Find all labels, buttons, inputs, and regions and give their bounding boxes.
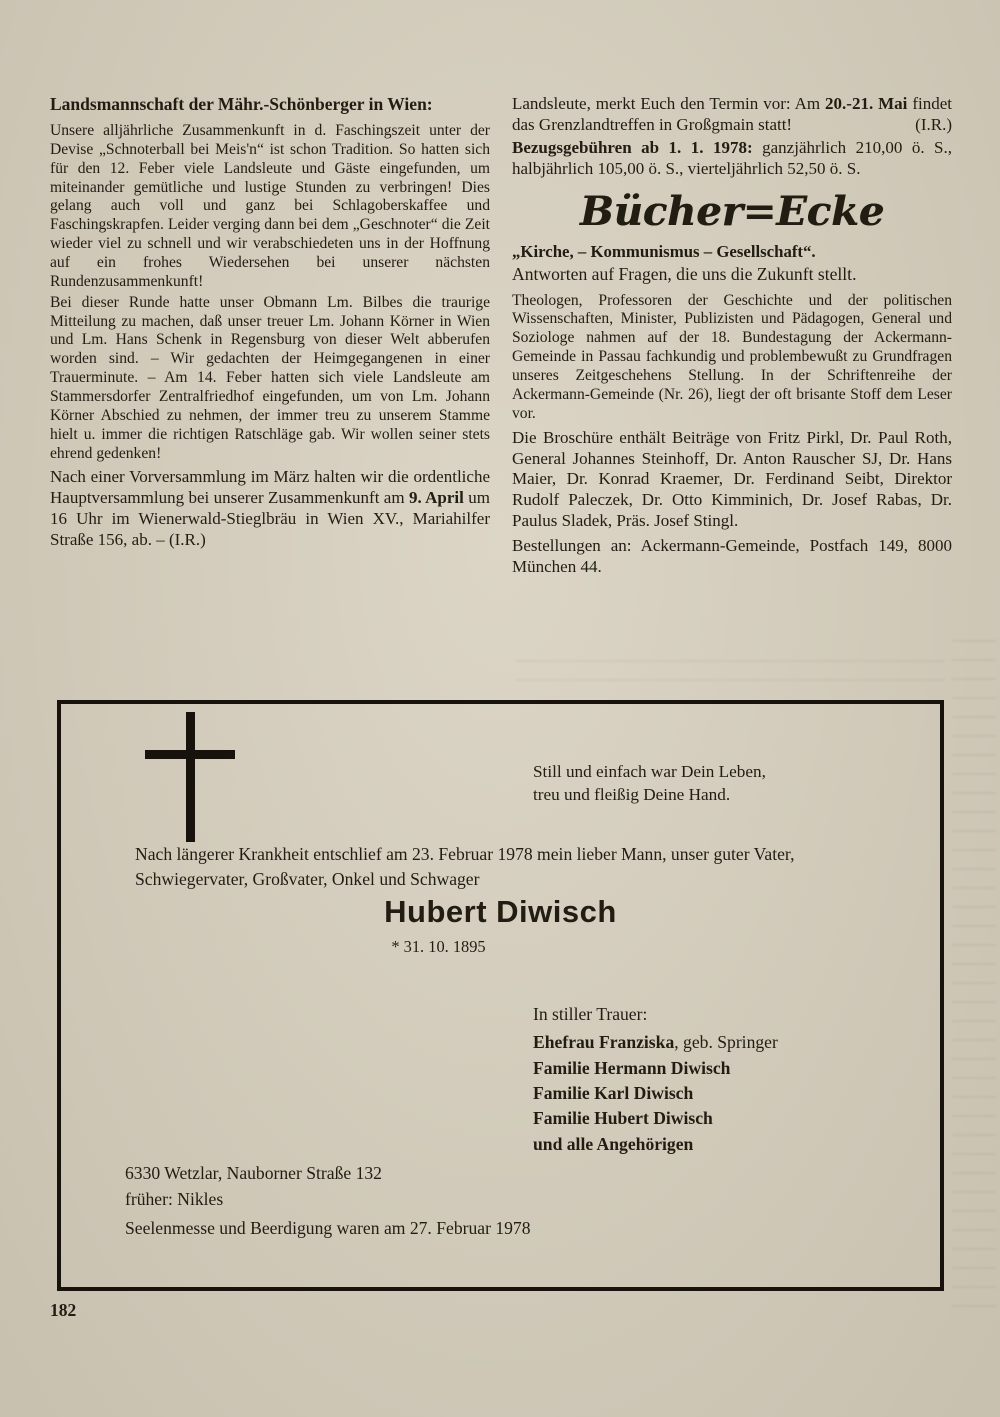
paragraph-broschuere-beitraege: Die Broschüre enthält Beiträge von Fritz Pirkl, Dr. Paul Roth, General Johannes Steinhoff, Dr. Anton Rauscher SJ, Dr. Hans Maier, Dr. Konrad Kraemer, Dr. Ferdinand Seibt, Direktor Rudolf Paleczek, Dr. Otto Kimminich, Dr. Josef Rabas, Dr. Paulus Sladek, Präs. Josef Stingl. — [512, 427, 952, 531]
author-initials: (I.R.) — [915, 114, 952, 134]
text-run: Nach einer Vorversammlung im März halten wir die ordentliche Hauptversammlung bei unserer Zusammenkunft am — [50, 467, 490, 508]
paragraph-bestellungen: Bestellungen an: Ackermann-Gemeinde, Postfach 149, 8000 München 44. — [512, 536, 952, 577]
mourning-label: In stiller Trauer: — [533, 1004, 648, 1024]
mourner-line: Familie Hermann Diwisch — [533, 1057, 731, 1078]
date-highlight: 20.-21. Mai — [825, 94, 908, 113]
epitaph-line: treu und fleißig Deine Hand. — [533, 785, 731, 805]
deceased-name: Hubert Diwisch — [384, 894, 617, 929]
ink-bleedthrough — [952, 640, 996, 1320]
text-run: ganzjährlich 210,00 ö. S., halbjährlich 105,00 ö. S., vierteljährlich 52,50 ö. S. — [512, 137, 953, 178]
paragraph-bezugsgebuehren — [512, 138, 952, 180]
paragraph-trauernachricht: Bei dieser Runde hatte unser Obmann Lm. Bilbes die traurige Mitteilung zu machen, daß unser treuer Lm. Johann Körner in Wien und Lm. Hans Schenk in Regensburg von dieser Welt abberufen worden sind. – Wir gedachten der Heimgegangenen in einer Trauerminute. – Am 14. Feber hatten sich viele Landsleute am Stammersdorfer Zentralfriedhof eingefunden, um von Lm. Johann Körner Abschied zu nehmen, der immer treu zu unserem Stamme hielt u. immer die richtigen Ratschläge gab. Wir wollen seiner stets ehrend gedenken! — [50, 293, 490, 462]
page-number: 182 — [50, 1300, 77, 1320]
cross-vertical-bar — [186, 712, 195, 842]
article-columns — [50, 94, 952, 580]
epitaph-verse — [533, 760, 766, 806]
date-highlight: 9. April — [408, 488, 464, 508]
mourner-suffix: , geb. Springer — [674, 1032, 778, 1053]
book-title: „Kirche, – Kommunismus – Gesellschaft“. — [512, 241, 816, 261]
book-subtitle: Antworten auf Fragen, die uns die Zukunft stellt. — [512, 263, 857, 284]
paragraph-hauptversammlung — [50, 467, 490, 551]
paragraph-bundestagung: Theologen, Professoren der Geschichte und der politischen Wissenschaften, Minister, Publizisten und Pädagogen, General und Soziologe nahmen auf der 18. Bundestagung der Ackermann-Gemeinde in Passau fachkundig und problembewußt zu Grundfragen unseres Zeitgeschehens Stellung. In der Schriftenreihe der Ackermann-Gemeinde (Nr. 26), liegt der oft brisante Stoff dem Leser vor. — [512, 291, 952, 422]
address-block — [125, 1160, 382, 1212]
mourner-line: Familie Hubert Diwisch — [533, 1108, 713, 1129]
cross-icon — [145, 712, 235, 842]
mourner-line: und alle Angehörigen — [533, 1133, 694, 1154]
obituary-notice-box — [57, 700, 944, 1291]
funeral-note: Seelenmesse und Beerdigung waren am 27. Februar 1978 — [125, 1218, 531, 1238]
mourner-name: Ehefrau Franziska — [533, 1032, 675, 1053]
epitaph-line: Still und einfach war Dein Leben, — [533, 762, 766, 781]
paragraph-grenzlandtreffen — [512, 94, 952, 136]
fee-lead-in: Bezugsgebühren ab 1. 1. 1978: — [512, 137, 753, 157]
left-column — [50, 94, 490, 580]
section-heading-buecher-ecke: Bücher=Ecke — [579, 187, 885, 235]
mourner-line — [533, 1030, 778, 1055]
article-heading-landsmannschaft: Landsmannschaft der Mähr.-Schönberger in Wien: — [50, 94, 433, 114]
text-run: um 16 Uhr im Wienerwald-Stieglbräu in Wien XV., Mariahilfer Straße 156, ab. – (I.R.) — [50, 488, 490, 550]
right-column — [512, 94, 952, 580]
mourner-line: Familie Karl Diwisch — [533, 1082, 694, 1103]
mourners-list — [533, 1002, 778, 1157]
birth-date: * 31. 10. 1895 — [391, 937, 486, 956]
text-run: Landsleute, merkt Euch den Termin vor: Am — [512, 94, 826, 113]
address-line: 6330 Wetzlar, Nauborner Straße 132 — [125, 1163, 382, 1183]
paragraph-faschingsball: Unsere alljährliche Zusammenkunft in d. Faschingszeit unter der Devise „Schnoterball bei Meis'n“ ist schon Tradition. So hatten sich für den 12. Feber viele Landsleute und Gäste eingefunden, um miteinander gemütliche und lustige Stunden zu verbringen! Dies gelang auch voll und ganz bei Schlagoberskaffee und Faschingskrapfen. Leider verging dann bei dem „Geschnoter“ die Zeit wieder viel zu schnell und wir verabschiedeten uns in der Hoffnung auf ein frohes Wiedersehen bei unserer nächsten Rundenzusammenkunft! — [50, 122, 490, 290]
cross-horizontal-bar — [145, 750, 235, 759]
text-run: findet das Grenzlandtreffen in Großgmain statt! — [512, 94, 952, 134]
address-line: früher: Nikles — [125, 1189, 224, 1210]
obituary-intro-text: Nach längerer Krankheit entschlief am 23. Februar 1978 mein lieber Mann, unser guter Vater, Schwiegervater, Großvater, Onkel und Schwager — [135, 844, 795, 889]
ink-bleedthrough — [515, 660, 945, 690]
